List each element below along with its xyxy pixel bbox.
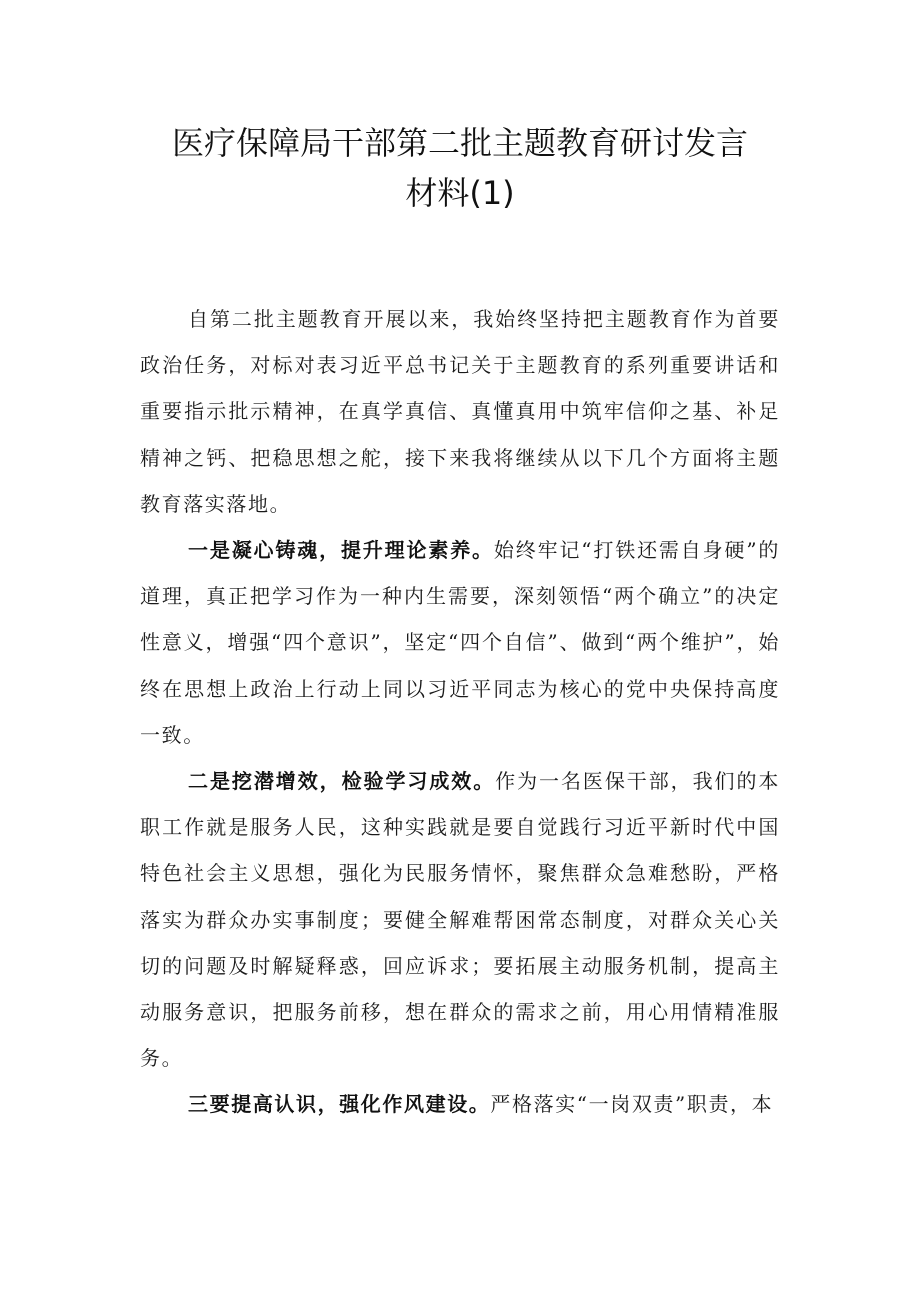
paragraph-text: 严格落实“一岗双责”职责，本 xyxy=(490,1092,774,1117)
paragraph-lead: 二是挖潜增效，检验学习成效。 xyxy=(188,769,496,794)
paragraph-point-1 xyxy=(140,527,780,758)
paragraph-text: 自第二批主题教育开展以来，我始终坚持把主题教育作为首要政治任务，对标对表习近平总书记关于主题教育的系列重要讲话和重要指示批示精神，在真学真信、真懂真用中筑牢信仰之基、补足精神之钙、把稳思想之舵，接下来我将继续从以下几个方面将主题教育落实落地。 xyxy=(140,307,780,516)
paragraph-point-3 xyxy=(140,1081,780,1127)
paragraph-point-2 xyxy=(140,758,780,1081)
paragraph-lead: 三要提高认识，强化作风建设。 xyxy=(188,1092,491,1117)
document-body xyxy=(140,296,780,1128)
title-line-1: 医疗保障局干部第二批主题教育研讨发言 xyxy=(171,124,748,162)
paragraph-text: 作为一名医保干部，我们的本职工作就是服务人民，这种实践就是要自觉践行习近平新时代中国特色社会主义思想，强化为民服务情怀，聚焦群众急难愁盼，严格落实为群众办实事制度；要健全解难帮困常态制度，对群众关心关切的问题及时解疑释惑，回应诉求；要拓展主动服务机制，提高主动服务意识，把服务前移，想在群众的需求之前，用心用情精准服务。 xyxy=(140,769,780,1071)
document-title xyxy=(140,118,780,218)
paragraph-text: 始终牢记“打铁还需自身硬”的道理，真正把学习作为一种内生需要，深刻领悟“两个确立”的决定性意义，增强“四个意识”，坚定“四个自信”、做到“两个维护”，始终在思想上政治上行动上同以习近平同志为核心的党中央保持高度一致。 xyxy=(140,538,780,747)
title-line-2: 材料(1) xyxy=(405,174,515,212)
paragraph-intro xyxy=(140,296,780,527)
paragraph-lead: 一是凝心铸魂，提升理论素养。 xyxy=(188,538,494,563)
